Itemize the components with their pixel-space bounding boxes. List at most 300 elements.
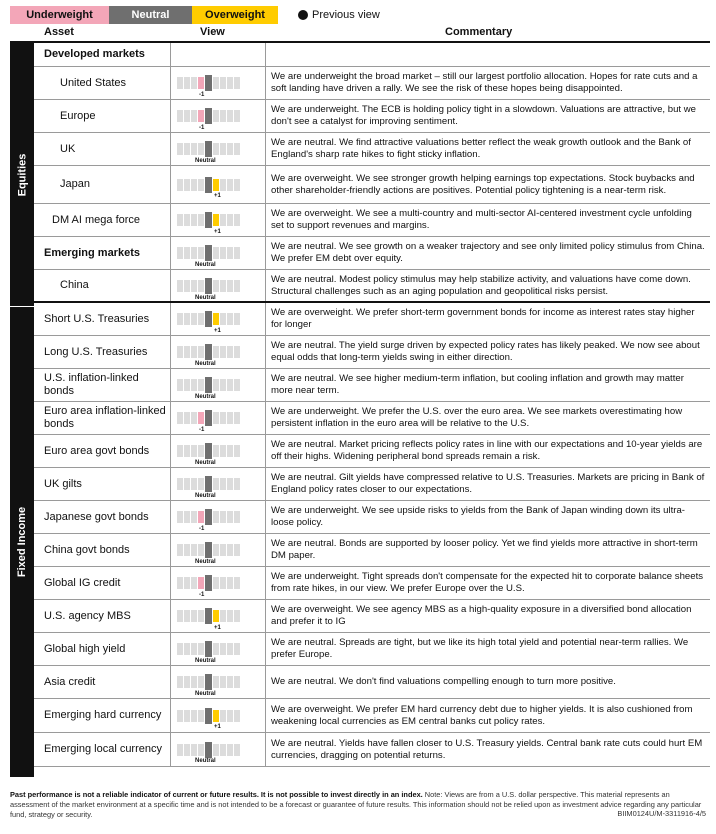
scale-cell (227, 710, 233, 722)
scale-cell (234, 280, 240, 292)
scale-cell (191, 379, 197, 391)
legend-neutral: Neutral (109, 6, 192, 24)
scale-cell (198, 610, 204, 622)
scale-cell (184, 445, 190, 457)
scale-cell (227, 143, 233, 155)
table-row (34, 402, 710, 435)
scale-cell (234, 346, 240, 358)
view-label: +1 (214, 193, 221, 199)
scale-cell (177, 544, 183, 556)
view-cell (171, 100, 266, 132)
scale-cell (177, 710, 183, 722)
table-row (34, 133, 710, 166)
view-label: +1 (214, 724, 221, 730)
asset-name: United States (34, 67, 171, 99)
scale-cell (191, 179, 197, 191)
table-row (34, 501, 710, 534)
scale-cell (177, 610, 183, 622)
scale-cell (227, 610, 233, 622)
view-scale (177, 212, 241, 228)
scale-cell (213, 676, 219, 688)
scale-cell (220, 710, 226, 722)
scale-cell (227, 77, 233, 89)
scale-cell (184, 179, 190, 191)
scale-cell (213, 346, 219, 358)
asset-name: Global IG credit (34, 567, 171, 599)
scale-cell (191, 676, 197, 688)
scale-cell (213, 280, 219, 292)
scale-cell (234, 511, 240, 523)
view-scale (177, 641, 241, 657)
scale-cell (198, 214, 204, 226)
scale-cell (198, 544, 204, 556)
view-label: Neutral (195, 459, 216, 466)
document-code: BIIM0124U/M-3311916-4/5 (617, 809, 706, 818)
table-row (34, 567, 710, 600)
scale-cell (198, 247, 204, 259)
view-scale (177, 575, 241, 591)
scale-neutral-cell (205, 443, 212, 459)
view-cell (171, 733, 266, 766)
scale-cell (191, 280, 197, 292)
scale-cell (227, 280, 233, 292)
scale-cell (220, 179, 226, 191)
view-scale (177, 742, 241, 758)
scale-cell (198, 478, 204, 490)
asset-name: Japanese govt bonds (34, 501, 171, 533)
scale-cell (184, 676, 190, 688)
commentary-text: We are overweight. We prefer short-term government bonds for income as interest rates stay higher for longer (271, 307, 695, 330)
scale-cell (177, 77, 183, 89)
asset-name: Emerging hard currency (34, 699, 171, 732)
views-table (34, 43, 710, 767)
scale-cell (191, 577, 197, 589)
scale-cell (234, 744, 240, 756)
scale-cell (234, 478, 240, 490)
scale-cell (220, 214, 226, 226)
scale-cell (220, 247, 226, 259)
view-label: -1 (199, 525, 205, 532)
scale-cell (177, 214, 183, 226)
scale-cell (220, 143, 226, 155)
view-cell (171, 633, 266, 665)
scale-cell (191, 313, 197, 325)
scale-cell (227, 643, 233, 655)
scale-cell (177, 379, 183, 391)
scale-cell (234, 610, 240, 622)
view-scale (177, 542, 241, 558)
scale-cell (198, 346, 204, 358)
scale-cell (220, 744, 226, 756)
scale-neutral-cell (205, 344, 212, 360)
asset-name: Long U.S. Treasuries (34, 336, 171, 368)
asset-name: U.S. inflation-linked bonds (34, 369, 171, 401)
scale-cell (220, 577, 226, 589)
commentary-text: We are underweight. We see upside risks to yields from the Bank of Japan winding down its ultra-loose policy. (271, 505, 685, 528)
asset-name: Short U.S. Treasuries (34, 303, 171, 335)
scale-cell (198, 280, 204, 292)
scale-cell (184, 643, 190, 655)
scale-cell (184, 412, 190, 424)
scale-cell (191, 710, 197, 722)
scale-cell (213, 110, 219, 122)
view-scale (177, 344, 241, 360)
table-row (34, 600, 710, 633)
table-row (34, 270, 710, 303)
view-cell (171, 666, 266, 698)
view-scale (177, 245, 241, 261)
view-scale (177, 476, 241, 492)
commentary-text: We are underweight. Tight spreads don't compensate for the expected hit to corporate balance sheets from rate hikes, in our view. We prefer Europe over the U.S. (271, 571, 704, 594)
view-label: +1 (214, 327, 221, 334)
asset-name: Euro area inflation-linked bonds (34, 402, 171, 434)
scale-cell (184, 511, 190, 523)
scale-cell (234, 77, 240, 89)
commentary-text: We are neutral. We see higher medium-term inflation, but cooling inflation and growth may matter more near term. (271, 373, 684, 396)
view-label: -1 (199, 591, 205, 598)
scale-cell (198, 379, 204, 391)
scale-cell (191, 610, 197, 622)
view-cell (171, 468, 266, 500)
view-label: +1 (214, 228, 221, 235)
scale-cell (213, 511, 219, 523)
scale-cell (191, 412, 197, 424)
scale-cell (213, 744, 219, 756)
header-view: View (200, 26, 225, 38)
commentary-text: We are neutral. We find attractive valuations better reflect the weak growth outlook and the Bank of England's sharp rate hikes to fight sticky inflation. (271, 137, 691, 160)
scale-cell (191, 214, 197, 226)
scale-cell (227, 478, 233, 490)
scale-cell (213, 143, 219, 155)
scale-neutral-cell (205, 245, 212, 261)
scale-cell (220, 610, 226, 622)
scale-cell (213, 412, 219, 424)
view-scale (177, 311, 241, 327)
table-row (34, 100, 710, 133)
view-scale (177, 410, 241, 426)
view-scale (177, 608, 241, 624)
table-row (34, 237, 710, 270)
scale-neutral-cell (205, 641, 212, 657)
scale-cell (198, 313, 204, 325)
asset-name: Global high yield (34, 633, 171, 665)
view-cell (171, 336, 266, 368)
scale-cell (184, 544, 190, 556)
scale-cell (213, 544, 219, 556)
header-commentary: Commentary (445, 26, 513, 38)
scale-cell (213, 247, 219, 259)
scale-neutral-cell (205, 212, 212, 228)
view-cell (171, 43, 266, 66)
scale-cell (234, 643, 240, 655)
view-cell (171, 600, 266, 632)
view-scale (177, 509, 241, 525)
scale-cell (177, 346, 183, 358)
scale-cell (213, 577, 219, 589)
view-label: -1 (199, 426, 205, 433)
scale-underweight-cell (198, 412, 204, 424)
scale-cell (234, 179, 240, 191)
scale-cell (213, 643, 219, 655)
table-row (34, 369, 710, 402)
view-cell (171, 435, 266, 467)
view-scale (177, 108, 241, 124)
scale-cell (220, 280, 226, 292)
view-cell (171, 166, 266, 203)
scale-neutral-cell (205, 608, 212, 624)
commentary-text: We are neutral. The yield surge driven by expected policy rates has likely peaked. We now see about equal odds that long-term yields swing in either direction. (271, 340, 700, 363)
table-row (34, 468, 710, 501)
view-label: Neutral (195, 157, 216, 164)
view-cell (171, 204, 266, 236)
scale-overweight-cell (213, 313, 219, 325)
scale-cell (177, 676, 183, 688)
scale-cell (220, 676, 226, 688)
scale-cell (198, 710, 204, 722)
table-row (34, 435, 710, 468)
scale-cell (213, 445, 219, 457)
scale-neutral-cell (205, 108, 212, 124)
view-scale (177, 443, 241, 459)
view-label: Neutral (195, 294, 216, 301)
scale-neutral-cell (205, 75, 212, 91)
scale-cell (177, 744, 183, 756)
view-label: Neutral (195, 758, 216, 764)
scale-cell (184, 577, 190, 589)
disclaimer (10, 790, 710, 820)
scale-cell (234, 214, 240, 226)
legend-underweight: Underweight (10, 6, 109, 24)
commentary-text: We are overweight. We see agency MBS as a high-quality exposure in a diversified bond allocation and prefer it to IG (271, 604, 692, 627)
commentary-text: We are overweight. We prefer EM hard currency debt due to higher yields. It is also cushioned from weakening local currencies as EM central banks cut policy rates. (271, 703, 693, 727)
commentary-text: We are neutral. Modest policy stimulus may help stabilize activity, and valuations have come down. Structural challenges such as an aging population and geopolitical risks persist. (271, 273, 691, 297)
scale-cell (177, 313, 183, 325)
scale-neutral-cell (205, 278, 212, 294)
asset-name: Europe (34, 100, 171, 132)
commentary-text: We are overweight. We see a multi-country and multi-sector AI-centered investment cycle unfolding set to support revenues and margins. (271, 208, 692, 231)
scale-cell (220, 379, 226, 391)
scale-cell (227, 179, 233, 191)
scale-cell (177, 247, 183, 259)
scale-neutral-cell (205, 542, 212, 558)
scale-cell (198, 143, 204, 155)
scale-cell (234, 544, 240, 556)
scale-cell (177, 643, 183, 655)
table-row (34, 43, 710, 67)
table-row (34, 699, 710, 733)
commentary-text: We are underweight the broad market – still our largest portfolio allocation. Hopes for rate cuts and a soft landing have driven a rally. We see the risk of these hopes being disappointed. (271, 71, 698, 94)
view-cell (171, 567, 266, 599)
table-row (34, 204, 710, 237)
view-cell (171, 270, 266, 301)
header-asset: Asset (44, 26, 74, 38)
scale-cell (234, 577, 240, 589)
scale-cell (227, 313, 233, 325)
scale-cell (191, 346, 197, 358)
scale-cell (213, 77, 219, 89)
scale-cell (227, 577, 233, 589)
scale-neutral-cell (205, 377, 212, 393)
view-cell (171, 237, 266, 269)
scale-cell (191, 744, 197, 756)
scale-neutral-cell (205, 742, 212, 758)
scale-cell (184, 247, 190, 259)
table-row (34, 303, 710, 336)
scale-cell (213, 478, 219, 490)
scale-cell (227, 544, 233, 556)
scale-cell (227, 379, 233, 391)
scale-cell (191, 511, 197, 523)
scale-cell (177, 577, 183, 589)
scale-cell (234, 247, 240, 259)
view-scale (177, 674, 241, 690)
commentary-text: We are neutral. Spreads are tight, but we like its high total yield and potential near-term rallies. We prefer Europe. (271, 637, 689, 660)
view-label: +1 (214, 624, 221, 631)
view-label: Neutral (195, 261, 216, 268)
commentary-text: We are neutral. Yields have fallen closer to U.S. Treasury yields. Central bank rate cuts could hurt EM currencies, dragging on potential returns. (271, 737, 703, 761)
scale-cell (234, 412, 240, 424)
scale-cell (213, 379, 219, 391)
disclaimer-bold: Past performance is not a reliable indicator of current or future results. It is not possible to invest directly in an index. (10, 790, 423, 799)
scale-neutral-cell (205, 141, 212, 157)
asset-name: Emerging local currency (34, 733, 171, 766)
asset-name: U.S. agency MBS (34, 600, 171, 632)
commentary-text: We are neutral. Market pricing reflects policy rates in line with our expectations and 10-year yields are off their highs. Widening peripheral bond spreads remain a risk. (271, 439, 703, 462)
view-cell (171, 303, 266, 335)
scale-cell (177, 412, 183, 424)
scale-neutral-cell (205, 177, 212, 193)
legend-previous-view (298, 9, 380, 21)
scale-cell (177, 445, 183, 457)
scale-cell (184, 214, 190, 226)
table-row (34, 666, 710, 699)
scale-cell (227, 110, 233, 122)
scale-overweight-cell (213, 710, 219, 722)
view-label: Neutral (195, 492, 216, 499)
scale-neutral-cell (205, 509, 212, 525)
view-label: Neutral (195, 360, 216, 367)
scale-neutral-cell (205, 708, 212, 724)
section-heading: Developed markets (34, 43, 171, 66)
scale-cell (227, 214, 233, 226)
scale-cell (191, 544, 197, 556)
scale-cell (191, 445, 197, 457)
section-heading: Emerging markets (34, 237, 171, 269)
scale-cell (220, 412, 226, 424)
scale-overweight-cell (213, 214, 219, 226)
table-row (34, 633, 710, 666)
scale-underweight-cell (198, 577, 204, 589)
scale-neutral-cell (205, 410, 212, 426)
scale-cell (191, 478, 197, 490)
scale-cell (177, 511, 183, 523)
view-cell (171, 699, 266, 732)
scale-cell (198, 445, 204, 457)
scale-cell (220, 544, 226, 556)
scale-underweight-cell (198, 110, 204, 122)
scale-cell (184, 346, 190, 358)
scale-overweight-cell (213, 610, 219, 622)
scale-cell (234, 110, 240, 122)
scale-cell (191, 110, 197, 122)
scale-cell (220, 511, 226, 523)
view-cell (171, 67, 266, 99)
previous-view-dot-icon (298, 10, 308, 20)
scale-cell (184, 280, 190, 292)
scale-cell (220, 445, 226, 457)
view-label: Neutral (195, 393, 216, 400)
scale-cell (184, 313, 190, 325)
scale-neutral-cell (205, 476, 212, 492)
view-cell (171, 501, 266, 533)
scale-cell (177, 110, 183, 122)
scale-cell (234, 379, 240, 391)
asset-name: China (34, 270, 171, 301)
table-row (34, 336, 710, 369)
view-cell (171, 133, 266, 165)
scale-cell (184, 77, 190, 89)
view-label: Neutral (195, 657, 216, 664)
scale-underweight-cell (198, 511, 204, 523)
view-scale (177, 708, 241, 724)
scale-cell (184, 110, 190, 122)
asset-name: UK (34, 133, 171, 165)
commentary-text: We are neutral. Bonds are supported by looser policy. Yet we find yields more attractive in short-term DM paper. (271, 538, 698, 561)
legend-overweight: Overweight (192, 6, 278, 24)
scale-cell (227, 445, 233, 457)
view-scale (177, 75, 241, 91)
scale-neutral-cell (205, 311, 212, 327)
scale-cell (220, 110, 226, 122)
asset-name: UK gilts (34, 468, 171, 500)
asset-name: China govt bonds (34, 534, 171, 566)
table-row (34, 733, 710, 767)
scale-cell (220, 346, 226, 358)
scale-cell (234, 143, 240, 155)
commentary-text: We are neutral. Gilt yields have compressed relative to U.S. Treasuries. Markets are pricing in Bank of England policy rates closer to our expectations. (271, 472, 705, 495)
scale-cell (184, 710, 190, 722)
scale-cell (198, 744, 204, 756)
section-label-fixed-income: Fixed Income (10, 307, 34, 777)
view-scale (177, 377, 241, 393)
scale-cell (234, 445, 240, 457)
scale-cell (227, 511, 233, 523)
scale-cell (220, 313, 226, 325)
table-row (34, 166, 710, 204)
commentary-text: We are neutral. We see growth on a weaker trajectory and see only limited policy stimulus from China. We prefer EM debt over equity. (271, 241, 705, 264)
scale-cell (184, 379, 190, 391)
scale-cell (177, 478, 183, 490)
section-label-equities: Equities (10, 43, 34, 306)
scale-cell (191, 143, 197, 155)
scale-cell (177, 179, 183, 191)
scale-cell (184, 610, 190, 622)
column-headers (0, 26, 716, 40)
view-label: Neutral (195, 690, 216, 697)
scale-cell (184, 478, 190, 490)
scale-cell (191, 247, 197, 259)
commentary-text: We are underweight. The ECB is holding policy tight in a slowdown. Valuations are attractive, but we don't see a catalyst for improving sentiment. (271, 104, 697, 127)
asset-name: DM AI mega force (34, 204, 171, 236)
scale-cell (177, 280, 183, 292)
scale-underweight-cell (198, 77, 204, 89)
view-cell (171, 369, 266, 401)
scale-cell (234, 676, 240, 688)
scale-cell (198, 179, 204, 191)
table-row (34, 67, 710, 100)
commentary-text: We are neutral. We don't find valuations compelling enough to turn more positive. (271, 676, 616, 687)
scale-overweight-cell (213, 179, 219, 191)
